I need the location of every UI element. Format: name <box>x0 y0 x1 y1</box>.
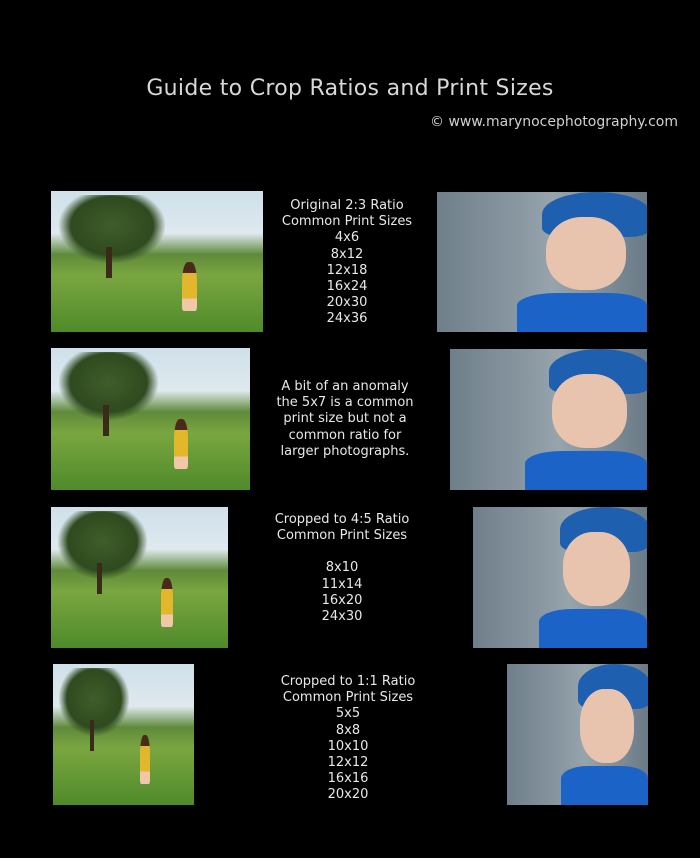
text-line: 8x12 <box>330 246 364 262</box>
text-line: Common Print Sizes <box>282 690 414 706</box>
ratio-2x3-text <box>267 198 427 328</box>
girl-photo-4x5 <box>51 507 228 648</box>
text-line: 24x36 <box>326 311 368 327</box>
ratio-4x5-text <box>262 512 422 625</box>
text-line: the 5x7 is a common <box>276 395 414 411</box>
text-line <box>262 544 422 560</box>
text-line: 16x16 <box>327 771 369 787</box>
text-line: 16x24 <box>326 279 368 295</box>
text-line: 5x5 <box>335 706 361 722</box>
boy-photo-5x7 <box>450 349 647 490</box>
text-line: Common Print Sizes <box>281 214 413 230</box>
text-line: 8x10 <box>325 560 359 576</box>
text-line: common ratio for <box>288 427 402 443</box>
text-line: 8x8 <box>335 722 361 738</box>
text-line: 10x10 <box>327 738 369 754</box>
page-title: Guide to Crop Ratios and Print Sizes <box>146 76 554 101</box>
text-line: Original 2:3 Ratio <box>290 198 404 213</box>
text-line: 20x30 <box>326 295 368 311</box>
ratio-5x7-text <box>265 379 425 460</box>
text-line: 4x6 <box>334 230 360 246</box>
text-line: larger photographs. <box>280 443 410 459</box>
text-line: 16x20 <box>321 592 363 608</box>
boy-photo-1x1 <box>507 664 648 805</box>
text-line: 12x12 <box>327 755 369 771</box>
text-line: Cropped to 4:5 Ratio <box>274 512 410 527</box>
text-line: 20x20 <box>327 787 369 803</box>
boy-photo-4x5 <box>473 507 647 648</box>
text-line: 24x30 <box>321 609 363 625</box>
text-line: 11x14 <box>321 576 363 592</box>
text-line: print size but not a <box>283 411 407 427</box>
copyright-text: © www.marynocephotography.com <box>430 114 678 130</box>
girl-photo-5x7 <box>51 348 250 490</box>
text-line: Common Print Sizes <box>276 528 408 544</box>
ratio-1x1-text <box>268 674 428 804</box>
text-line: 12x18 <box>326 262 368 278</box>
girl-photo-2x3 <box>51 191 263 332</box>
text-line: Cropped to 1:1 Ratio <box>280 674 416 689</box>
boy-photo-2x3 <box>437 192 647 332</box>
text-line: A bit of an anomaly <box>281 379 409 394</box>
girl-photo-1x1 <box>53 664 194 805</box>
